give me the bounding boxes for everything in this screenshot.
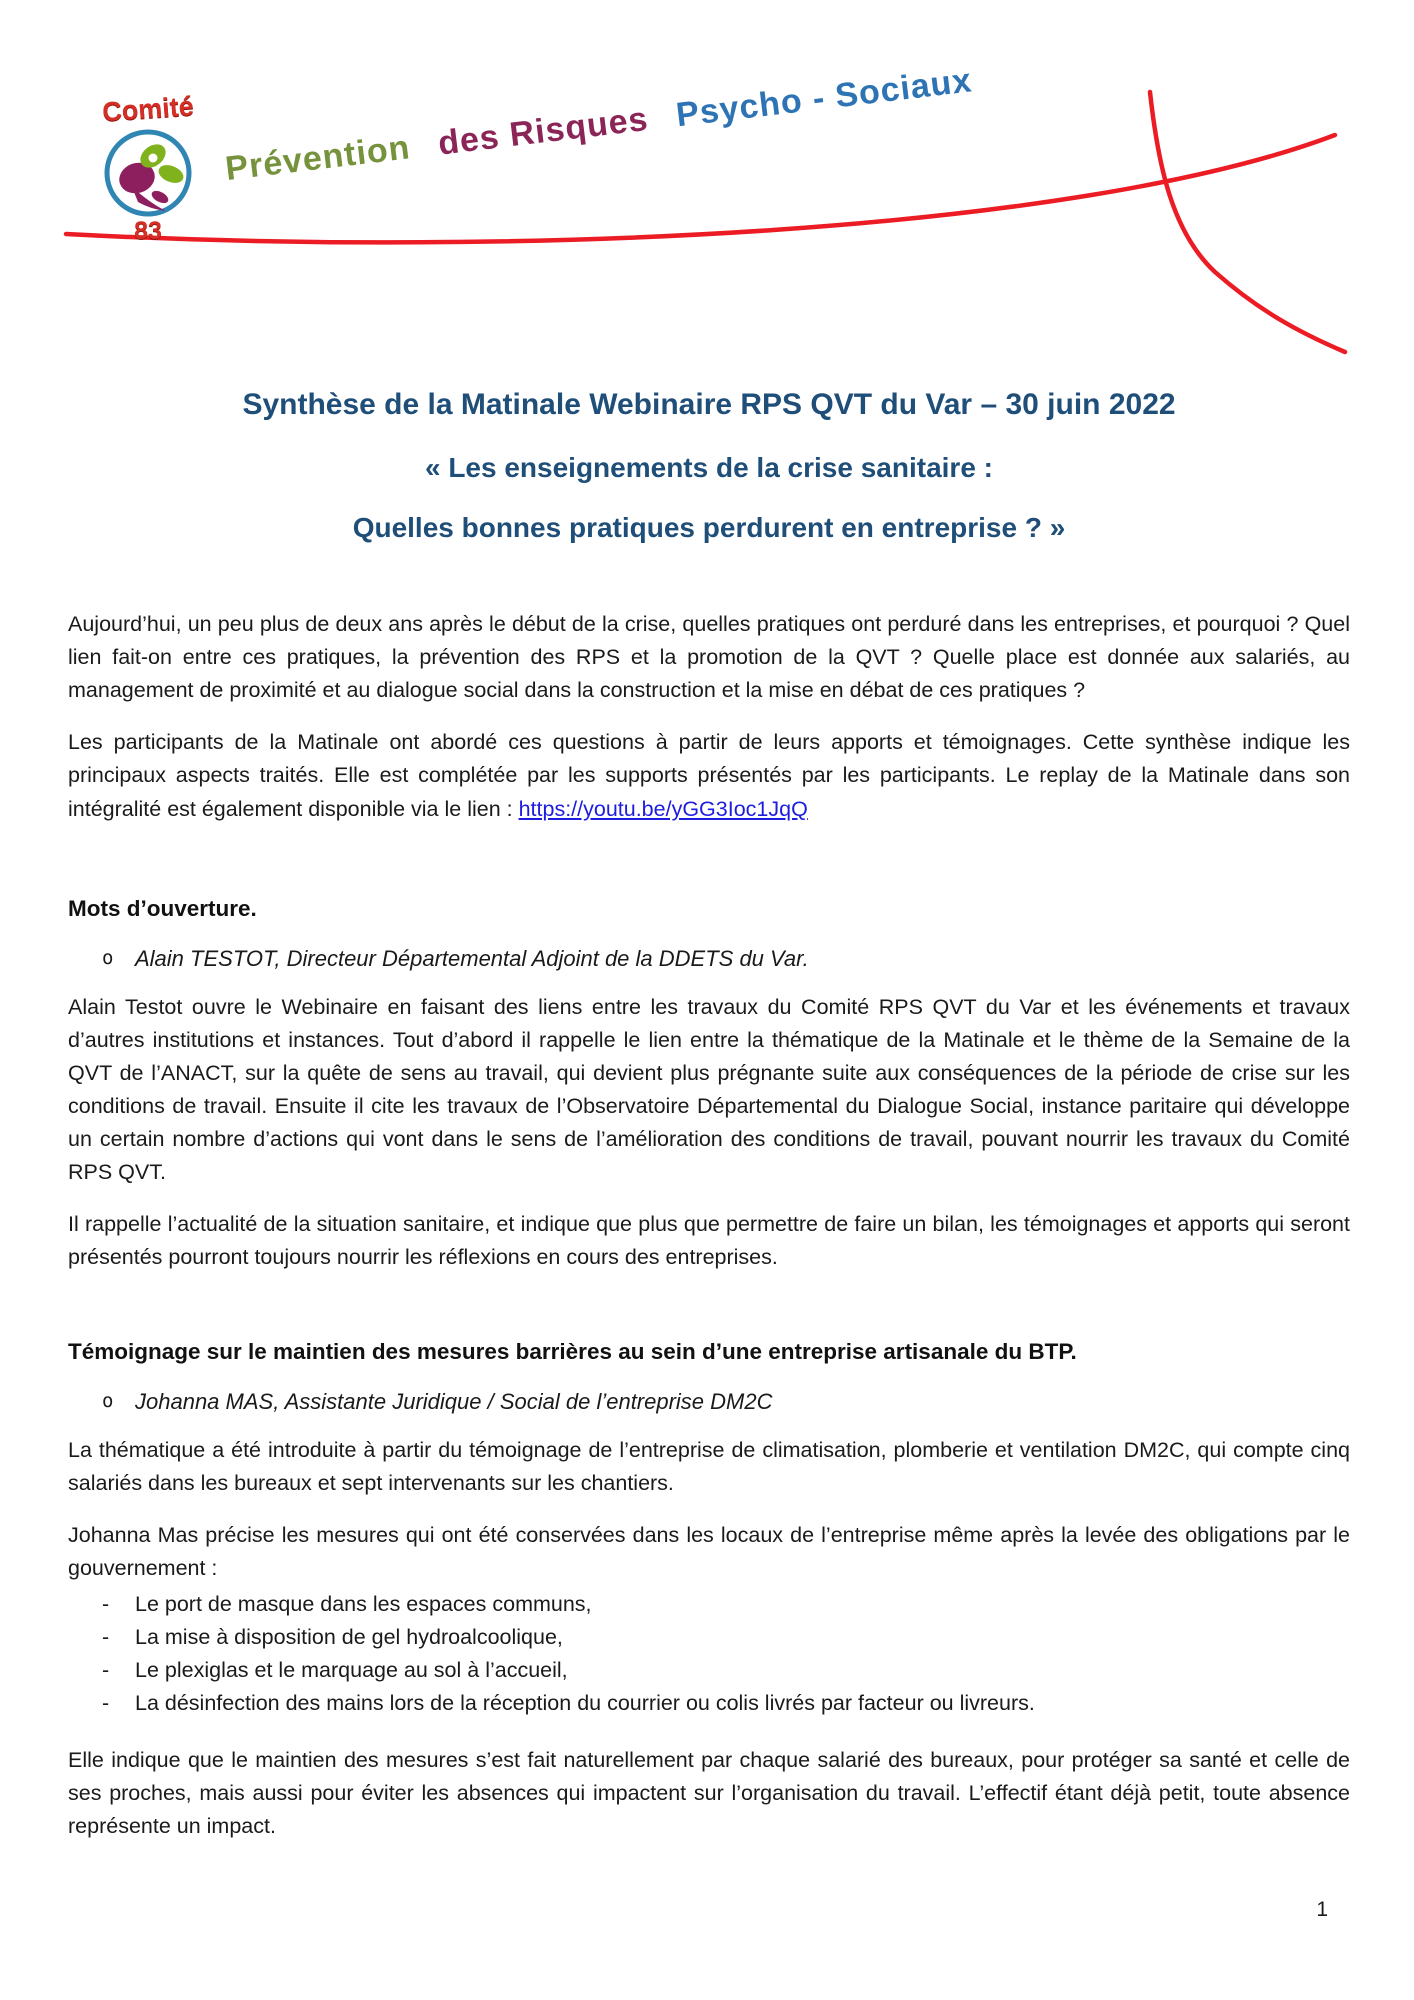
speaker-list-1 [68, 942, 1350, 975]
section1-paragraph-2: Il rappelle l’actualité de la situation sanitaire, et indique que plus que permettre de faire un bilan, les témoignages et apports qui seront présentés pourront toujours nourrir les réflexions en cours des entreprises. [68, 1212, 1350, 1270]
dash-bullet-icon: - [102, 1591, 110, 1616]
list-item [68, 1589, 1350, 1620]
replay-video-link[interactable]: https://youtu.be/yGG3Ioc1JqQ [518, 796, 808, 821]
measure-text: Le plexiglas et le marquage au sol à l’accueil, [135, 1658, 568, 1683]
speaker-name: Johanna MAS, Assistante Juridique / Social de l’entreprise DM2C [135, 1388, 773, 1414]
measure-text: Le port de masque dans les espaces communs, [135, 1591, 592, 1616]
intro-paragraph-2-text: Les participants de la Matinale ont abordé ces questions à partir de leurs apports et témoignages. Cette synthèse indique les principaux aspects traités. Elle est complétée par les supports présentés par les participants. Le replay de la Matinale dans son intégralité est également disponible via le lien : [68, 730, 1350, 821]
banner-word-prevention: Prévention [223, 128, 413, 189]
intro-paragraph-1: Aujourd’hui, un peu plus de deux ans après le début de la crise, quelles pratiques ont perduré dans les entreprises, et pourquoi ? Quel lien fait-on entre ces pratiques, la prévention des RPS et la promotion de la QVT ? Quelle place est donnée aux salariés, au management de proximité et au dialogue social dans la construction et la mise en débat de ces pratiques ? [68, 612, 1350, 703]
circle-bullet-icon: o [102, 946, 114, 969]
section2-paragraph-3: Elle indique que le maintien des mesures s’est fait naturellement par chaque salarié des bureaux, pour protéger sa santé et celle de ses proches, mais aussi pour éviter les absences qui impactent sur l’organisation du travail. L’effectif étant déjà petit, toute absence représente un impact. [68, 1747, 1350, 1838]
section-heading-mots-ouverture: Mots d’ouverture. [68, 895, 257, 921]
speaker-name: Alain TESTOT, Directeur Départemental Adjoint de la DDETS du Var. [135, 945, 809, 971]
banner-word-des-risques: des Risques [436, 99, 651, 163]
page-subtitle-line1: « Les enseignements de la crise sanitaire : [424, 452, 994, 483]
measure-text: La mise à disposition de gel hydroalcoolique, [135, 1625, 563, 1650]
dash-bullet-icon: - [102, 1625, 110, 1650]
dash-bullet-icon: - [102, 1658, 110, 1683]
list-item [68, 1688, 1350, 1719]
list-item [68, 1655, 1350, 1686]
section1-paragraph-1: Alain Testot ouvre le Webinaire en faisant des liens entre les travaux du Comité RPS QVT du Var et les événements et travaux d’autres institutions et instances. Tout d’abord il rappelle le lien entre la thématique de la Matinale et le thème de la Semaine de la QVT de l’ANACT, sur la quête de sens au travail, qui devient plus prégnante suite aux conséquences de la période de crise sur les conditions de travail. Ensuite il cite les travaux de l’Observatoire Départemental du Dialogue Social, instance paritaire qui développe un certain nombre d’actions qui vont dans le sens de l’amélioration des conditions de travail, pouvant nourrir les travaux du Comité RPS QVT. [68, 994, 1350, 1185]
banner-word-psycho-sociaux: Psycho - Sociaux [674, 61, 975, 135]
document-header [0, 0, 1414, 390]
document-body [68, 388, 1350, 1862]
section-heading-temoignage: Témoignage sur le maintien des mesures barrières au sein d’une entreprise artisanale du BTP. [68, 1338, 1077, 1364]
section2-paragraph-1: La thématique a été introduite à partir du témoignage de l’entreprise de climatisation, plomberie et ventilation DM2C, qui compte cinq salariés dans les bureaux et sept intervenants sur les chantiers. [68, 1437, 1350, 1495]
section2-paragraph-2: Johanna Mas précise les mesures qui ont été conservées dans les locaux de l’entreprise même après la levée des obligations par le gouvernement : [68, 1522, 1350, 1580]
list-item [68, 942, 1350, 975]
measure-text: La désinfection des mains lors de la réception du courrier ou colis livrés par facteur ou livreurs. [135, 1691, 1035, 1716]
comite-83-logo [96, 90, 200, 246]
measures-list [68, 1589, 1350, 1720]
logo-emblem-icon [102, 127, 194, 219]
logo-83-text: 83 [134, 217, 162, 245]
list-item [68, 1622, 1350, 1653]
list-item [68, 1385, 1350, 1418]
speaker-list-2 [68, 1385, 1350, 1418]
page-number: 1 [1316, 1898, 1328, 1921]
page-title: Synthèse de la Matinale Webinaire RPS QVT du Var – 30 juin 2022 [242, 388, 1176, 421]
logo-comite-text: Comité [101, 90, 195, 128]
red-swoosh-decoration [0, 0, 1414, 390]
circle-bullet-icon: o [102, 1389, 114, 1412]
page-subtitle-line2: Quelles bonnes pratiques perdurent en entreprise ? » [352, 512, 1066, 543]
dash-bullet-icon: - [102, 1691, 110, 1716]
intro-paragraph-2 [68, 726, 1350, 825]
